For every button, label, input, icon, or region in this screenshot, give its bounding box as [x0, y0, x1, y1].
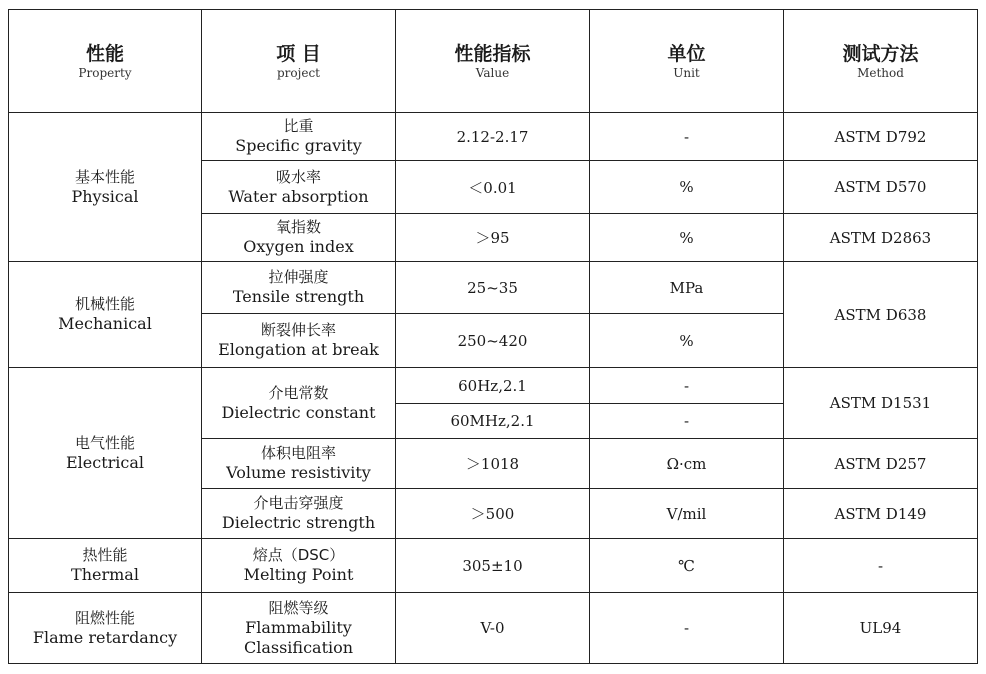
unit-cell: - [590, 368, 784, 404]
item-en: Melting Point [243, 565, 354, 584]
header-cn: 项 目 [276, 42, 321, 65]
unit-cell: - [590, 404, 784, 439]
item-water-absorption [202, 161, 396, 214]
method-cell: ASTM D149 [784, 489, 978, 539]
item-cn: 氧指数 [275, 218, 321, 236]
item-cn: 体积电阻率 [260, 444, 336, 462]
method-cell: ASTM D638 [784, 262, 978, 368]
unit-cell: % [590, 161, 784, 214]
unit-cell: ℃ [590, 539, 784, 593]
header-en: Method [857, 65, 904, 80]
item-melting-point [202, 539, 396, 593]
item-volume-resistivity [202, 439, 396, 489]
method-cell: ASTM D792 [784, 113, 978, 161]
category-en: Thermal [71, 565, 139, 584]
value-cell: 60MHz,2.1 [396, 404, 590, 439]
table-row [9, 262, 978, 314]
method-cell: ASTM D2863 [784, 214, 978, 262]
item-en: Dielectric constant [221, 402, 376, 422]
method-cell: UL94 [784, 593, 978, 664]
item-cn: 拉伸强度 [268, 268, 329, 286]
item-dielectric-constant [202, 368, 396, 439]
item-cn: 比重 [283, 117, 314, 135]
table-row [9, 368, 978, 404]
item-cn: 吸水率 [275, 167, 321, 186]
header-cn: 测试方法 [842, 42, 919, 65]
item-en: Specific gravity [235, 136, 362, 155]
category-en: Flame retardancy [32, 627, 178, 647]
header-value [396, 10, 590, 113]
item-en: Classification [243, 637, 354, 657]
category-cn: 机械性能 [74, 295, 135, 313]
value-cell: ＞1018 [396, 439, 590, 489]
item-en: Dielectric strength [221, 513, 376, 532]
item-en: Elongation at break [218, 340, 379, 359]
properties-table [8, 9, 978, 664]
method-cell: ASTM D257 [784, 439, 978, 489]
value-cell: V-0 [396, 593, 590, 664]
method-cell: ASTM D570 [784, 161, 978, 214]
table-row [9, 593, 978, 664]
item-dielectric-strength [202, 489, 396, 539]
category-cn: 阻燃性能 [74, 608, 135, 627]
item-en: Oxygen index [243, 237, 354, 256]
header-en: Property [78, 65, 132, 80]
item-flammability [202, 593, 396, 664]
item-tensile-strength [202, 262, 396, 314]
category-cn: 电气性能 [74, 433, 135, 452]
header-row [9, 10, 978, 113]
category-en: Physical [71, 186, 139, 206]
item-en: Flammability [245, 617, 352, 637]
item-specific-gravity [202, 113, 396, 161]
header-unit [590, 10, 784, 113]
table-row [9, 539, 978, 593]
unit-cell: Ω·cm [590, 439, 784, 489]
item-cn: 断裂伸长率 [260, 321, 336, 339]
table-row [9, 113, 978, 161]
header-property [9, 10, 202, 113]
category-en: Mechanical [58, 314, 152, 333]
item-cn: 介电击穿强度 [253, 494, 344, 512]
header-cn: 单位 [667, 42, 706, 65]
value-cell: 2.12-2.17 [396, 113, 590, 161]
category-electrical [9, 368, 202, 539]
item-en: Volume resistivity [226, 463, 371, 482]
value-cell: ＞95 [396, 214, 590, 262]
item-cn: 阻燃等级 [268, 598, 329, 617]
unit-cell: MPa [590, 262, 784, 314]
item-en: Water absorption [228, 186, 369, 206]
unit-cell: % [590, 214, 784, 262]
item-cn: 介电常数 [268, 383, 329, 402]
category-thermal [9, 539, 202, 593]
unit-cell: - [590, 593, 784, 664]
header-en: Value [475, 65, 510, 80]
value-cell: 305±10 [396, 539, 590, 593]
unit-cell: - [590, 113, 784, 161]
category-physical [9, 113, 202, 262]
value-cell: 250~420 [396, 314, 590, 368]
header-project [202, 10, 396, 113]
category-flame [9, 593, 202, 664]
unit-cell: V/mil [590, 489, 784, 539]
value-cell: ＜0.01 [396, 161, 590, 214]
value-cell: ＞500 [396, 489, 590, 539]
value-cell: 60Hz,2.1 [396, 368, 590, 404]
header-method [784, 10, 978, 113]
item-en: Tensile strength [232, 287, 365, 306]
category-cn: 基本性能 [74, 167, 135, 186]
item-elongation [202, 314, 396, 368]
header-en: project [276, 65, 320, 80]
method-cell: - [784, 539, 978, 593]
category-cn: 热性能 [82, 546, 128, 564]
value-cell: 25~35 [396, 262, 590, 314]
item-oxygen-index [202, 214, 396, 262]
header-cn: 性能 [85, 42, 124, 65]
item-cn: 熔点（DSC） [252, 546, 345, 564]
unit-cell: % [590, 314, 784, 368]
category-mechanical [9, 262, 202, 368]
header-en: Unit [673, 65, 700, 80]
header-cn: 性能指标 [454, 42, 531, 65]
method-cell: ASTM D1531 [784, 368, 978, 439]
category-en: Electrical [65, 452, 145, 472]
